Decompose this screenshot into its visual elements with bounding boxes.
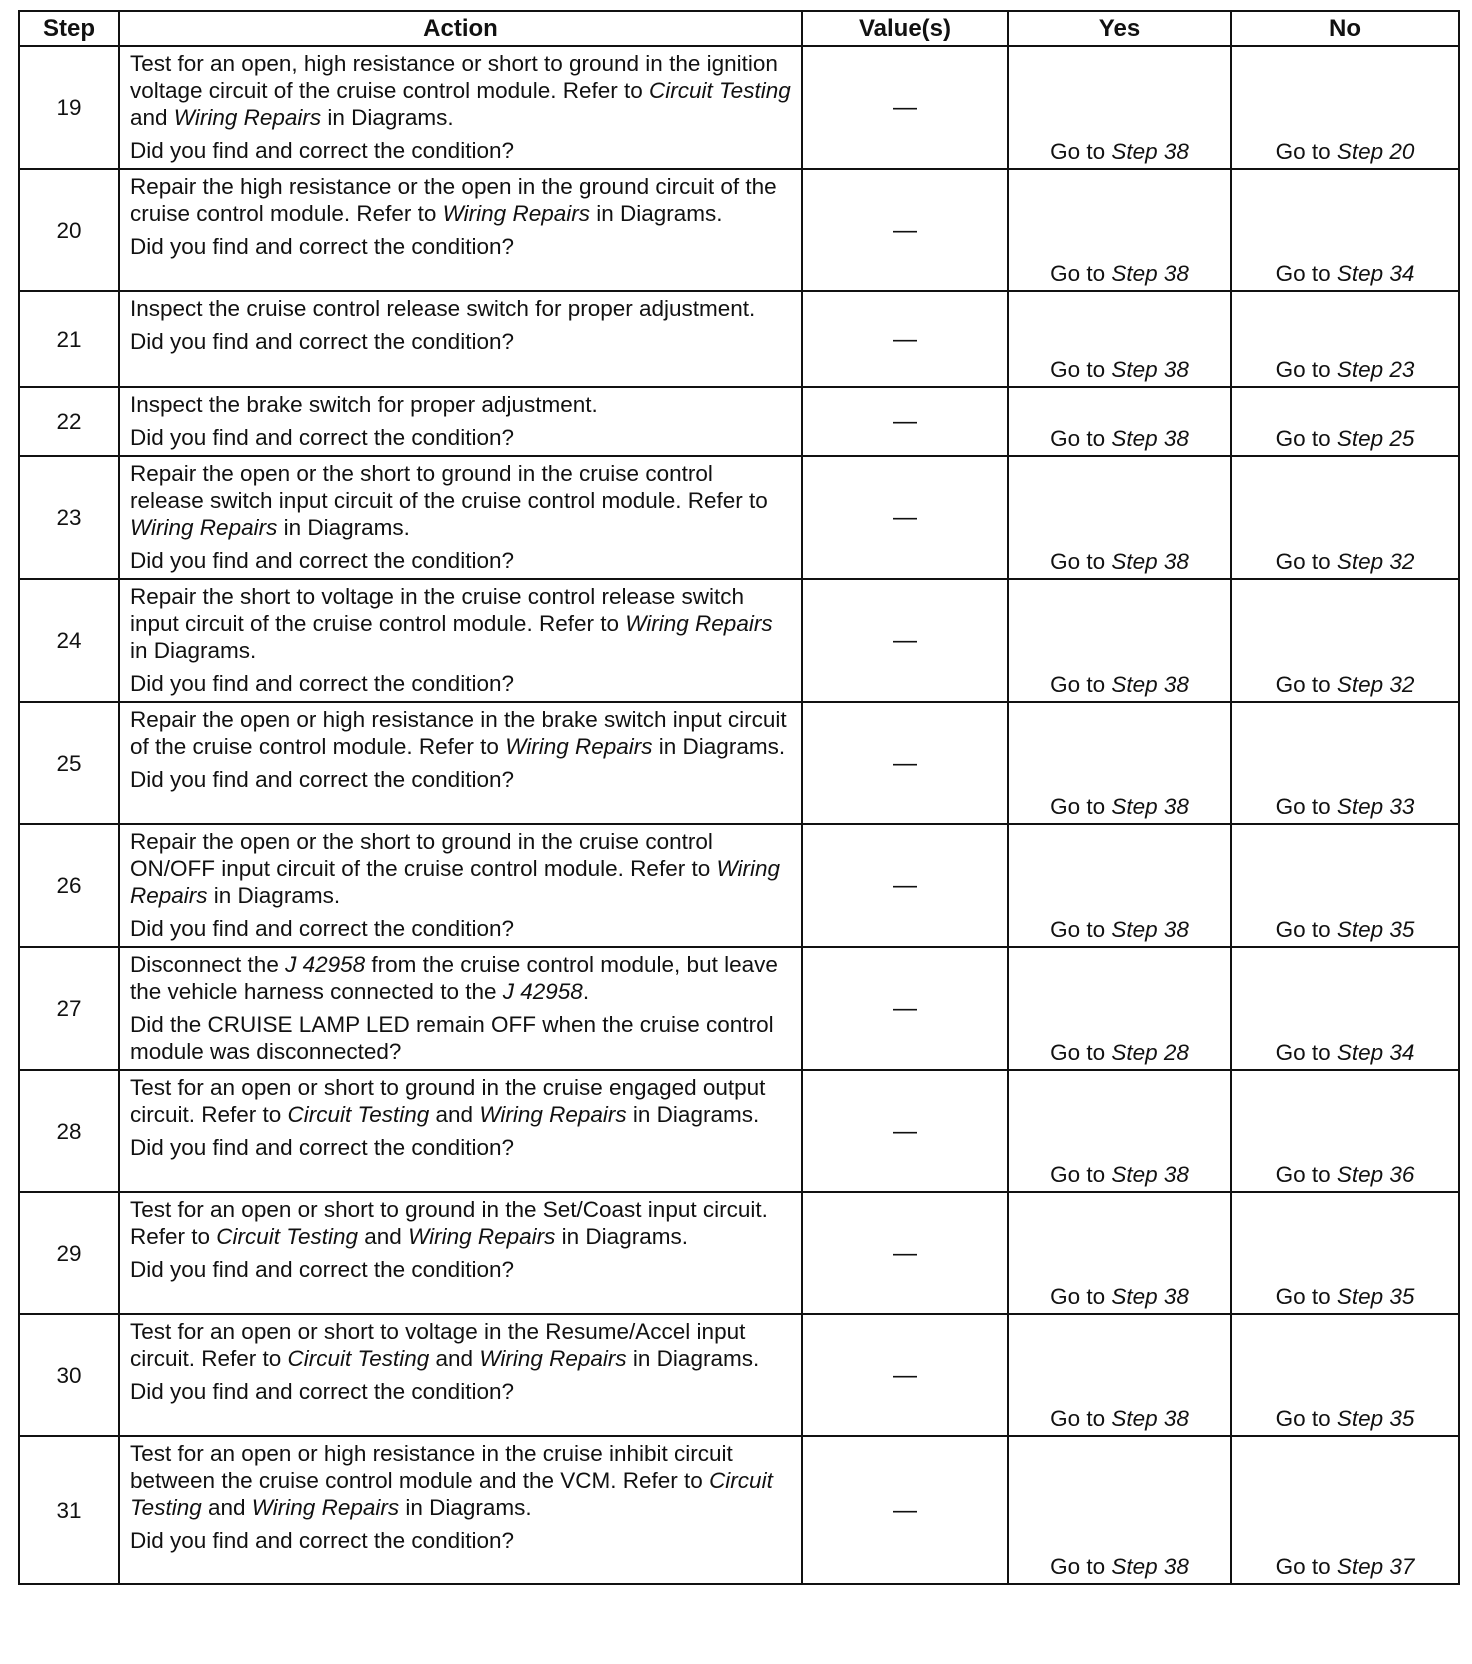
yes-goto-prefix: Go to: [1050, 139, 1112, 164]
action-reference: Circuit Testing: [216, 1224, 359, 1249]
action-reference: Wiring Repairs: [130, 856, 781, 908]
action-question: Did you find and correct the condition?: [130, 916, 514, 941]
yes-goto-step: Step 38: [1111, 1284, 1189, 1309]
action-cell: [119, 1192, 802, 1314]
yes-goto-step: Step 38: [1111, 672, 1189, 697]
table-row: [19, 702, 1459, 824]
step-number: 23: [19, 456, 119, 579]
action-reference: Wiring Repairs: [442, 201, 590, 226]
no-goto-step: Step 36: [1336, 1162, 1415, 1187]
table-row: [19, 579, 1459, 702]
yes-cell: [1008, 579, 1231, 702]
yes-cell: [1008, 1436, 1231, 1584]
no-goto-prefix: Go to: [1275, 549, 1337, 574]
no-goto-step: Step 23: [1336, 357, 1415, 382]
no-cell: [1231, 1314, 1459, 1436]
yes-goto-prefix: Go to: [1050, 672, 1112, 697]
step-number: 25: [19, 702, 119, 824]
no-goto-step: Step 35: [1336, 917, 1415, 942]
action-cell: [119, 1070, 802, 1192]
yes-goto-step: Step 38: [1111, 1406, 1189, 1431]
action-question: Did you find and correct the condition?: [130, 767, 514, 792]
action-cell: [119, 702, 802, 824]
yes-goto-step: Step 38: [1111, 549, 1189, 574]
no-goto-prefix: Go to: [1275, 917, 1337, 942]
yes-goto-prefix: Go to: [1050, 1554, 1112, 1579]
action-instruction: [130, 1074, 791, 1128]
yes-cell: [1008, 947, 1231, 1070]
action-text: Inspect the brake switch for proper adjustment.: [130, 392, 598, 417]
no-goto-prefix: Go to: [1275, 1406, 1337, 1431]
yes-goto-prefix: Go to: [1050, 549, 1112, 574]
table-row: [19, 1314, 1459, 1436]
yes-goto-prefix: Go to: [1050, 1406, 1112, 1431]
table-row: [19, 291, 1459, 387]
no-goto-prefix: Go to: [1275, 261, 1337, 286]
action-text: in Diagrams.: [626, 1346, 760, 1371]
header-row: [19, 11, 1459, 46]
action-question: Did the CRUISE LAMP LED remain OFF when the cruise control module was disconnected?: [130, 1012, 774, 1064]
value-cell: —: [802, 46, 1008, 169]
action-reference: Circuit Testing: [130, 1468, 773, 1520]
no-goto-step: Step 35: [1336, 1284, 1415, 1309]
action-question: Did you find and correct the condition?: [130, 671, 514, 696]
table-row: [19, 1192, 1459, 1314]
action-text: in Diagrams.: [321, 105, 454, 130]
action-reference: Wiring Repairs: [130, 515, 278, 540]
no-goto-step: Step 35: [1336, 1406, 1415, 1431]
table-row: [19, 46, 1459, 169]
action-text: Repair the open or high resistance in the brake switch input circuit of the cruise control module. Refer to: [130, 707, 787, 759]
no-cell: [1231, 169, 1459, 291]
yes-cell: [1008, 291, 1231, 387]
action-reference: Circuit Testing: [287, 1346, 430, 1371]
step-number: 28: [19, 1070, 119, 1192]
table-row: [19, 169, 1459, 291]
step-number: 26: [19, 824, 119, 947]
action-question: Did you find and correct the condition?: [130, 234, 514, 259]
yes-goto-prefix: Go to: [1050, 917, 1112, 942]
table-row: [19, 1070, 1459, 1192]
action-text: in Diagrams.: [555, 1224, 688, 1249]
action-reference: Wiring Repairs: [479, 1346, 627, 1371]
action-text: in Diagrams.: [626, 1102, 760, 1127]
action-question: Did you find and correct the condition?: [130, 1528, 514, 1553]
value-cell: —: [802, 1192, 1008, 1314]
value-cell: —: [802, 702, 1008, 824]
yes-cell: [1008, 1070, 1231, 1192]
yes-goto-step: Step 38: [1111, 1162, 1189, 1187]
action-text: Repair the high resistance or the open in the ground circuit of the cruise control module. Refer to: [130, 174, 777, 226]
action-text: and: [130, 105, 174, 130]
header-yes: Yes: [1008, 11, 1231, 46]
no-goto-step: Step 33: [1336, 794, 1415, 819]
yes-goto-step: Step 38: [1111, 1554, 1189, 1579]
header-no: No: [1231, 11, 1459, 46]
step-number: 21: [19, 291, 119, 387]
yes-goto-prefix: Go to: [1050, 794, 1112, 819]
action-text: Inspect the cruise control release switch for proper adjustment.: [130, 296, 756, 321]
step-number: 22: [19, 387, 119, 456]
yes-cell: [1008, 1192, 1231, 1314]
table-row: [19, 947, 1459, 1070]
no-goto-step: Step 32: [1336, 672, 1415, 697]
action-instruction: [130, 391, 791, 418]
table-row: [19, 456, 1459, 579]
action-question: Did you find and correct the condition?: [130, 329, 514, 354]
action-cell: [119, 1314, 802, 1436]
action-text: and: [201, 1495, 252, 1520]
value-cell: —: [802, 579, 1008, 702]
yes-goto-step: Step 28: [1111, 1040, 1189, 1065]
table-header: [19, 11, 1459, 46]
value-cell: —: [802, 824, 1008, 947]
action-cell: [119, 46, 802, 169]
action-cell: [119, 456, 802, 579]
yes-cell: [1008, 456, 1231, 579]
action-text: Test for an open or short to ground in the cruise engaged output circuit. Refer to: [130, 1075, 766, 1127]
no-cell: [1231, 947, 1459, 1070]
no-cell: [1231, 456, 1459, 579]
yes-cell: [1008, 1314, 1231, 1436]
action-text: in Diagrams.: [130, 638, 257, 663]
action-text: in Diagrams.: [652, 734, 786, 759]
action-instruction: [130, 706, 791, 760]
header-action: Action: [119, 11, 802, 46]
action-cell: [119, 387, 802, 456]
action-cell: [119, 947, 802, 1070]
action-text: Test for an open or high resistance in the cruise inhibit circuit between the cruise control module and the VCM. Refer to: [130, 1441, 733, 1493]
diagnostic-table-page: [18, 10, 1458, 1585]
action-text: Test for an open or short to ground in the Set/Coast input circuit. Refer to: [130, 1197, 768, 1249]
action-reference: Wiring Repairs: [505, 734, 653, 759]
yes-goto-prefix: Go to: [1050, 426, 1112, 451]
action-text: Repair the open or the short to ground in the cruise control release switch input circuit of the cruise control module. Refer to: [130, 461, 768, 513]
action-question: Did you find and correct the condition?: [130, 1257, 514, 1282]
value-cell: —: [802, 1436, 1008, 1584]
step-number: 27: [19, 947, 119, 1070]
action-reference: Wiring Repairs: [251, 1495, 400, 1520]
yes-goto-step: Step 38: [1111, 917, 1189, 942]
action-instruction: [130, 951, 791, 1005]
no-goto-prefix: Go to: [1275, 672, 1337, 697]
action-reference: Wiring Repairs: [408, 1224, 556, 1249]
table-row: [19, 1436, 1459, 1584]
action-question: Did you find and correct the condition?: [130, 1135, 514, 1160]
no-goto-prefix: Go to: [1275, 357, 1337, 382]
action-text: and: [358, 1224, 409, 1249]
value-cell: —: [802, 291, 1008, 387]
value-cell: —: [802, 1314, 1008, 1436]
step-number: 31: [19, 1436, 119, 1584]
table-body: [19, 46, 1459, 1584]
value-cell: —: [802, 169, 1008, 291]
action-question: Did you find and correct the condition?: [130, 138, 514, 163]
yes-cell: [1008, 387, 1231, 456]
yes-goto-step: Step 38: [1111, 357, 1189, 382]
action-text: and: [429, 1346, 480, 1371]
value-cell: —: [802, 456, 1008, 579]
no-goto-prefix: Go to: [1275, 1162, 1337, 1187]
header-step: Step: [19, 11, 119, 46]
step-number: 30: [19, 1314, 119, 1436]
no-cell: [1231, 387, 1459, 456]
step-number: 19: [19, 46, 119, 169]
header-values: Value(s): [802, 11, 1008, 46]
step-number: 20: [19, 169, 119, 291]
yes-cell: [1008, 702, 1231, 824]
action-cell: [119, 824, 802, 947]
no-goto-prefix: Go to: [1275, 1284, 1337, 1309]
action-reference: Wiring Repairs: [479, 1102, 627, 1127]
no-goto-step: Step 34: [1336, 261, 1415, 286]
yes-goto-step: Step 38: [1111, 794, 1189, 819]
no-goto-prefix: Go to: [1275, 1554, 1337, 1579]
action-question: Did you find and correct the condition?: [130, 1379, 514, 1404]
yes-goto-step: Step 38: [1111, 139, 1189, 164]
yes-goto-prefix: Go to: [1050, 1284, 1112, 1309]
action-instruction: [130, 1440, 791, 1521]
yes-goto-prefix: Go to: [1050, 1040, 1112, 1065]
action-reference: Circuit Testing: [649, 78, 791, 103]
action-reference: Circuit Testing: [287, 1102, 430, 1127]
action-text: Disconnect the: [130, 952, 286, 977]
action-reference: J 42958: [502, 979, 583, 1004]
action-text: in Diagrams.: [399, 1495, 532, 1520]
action-text: and: [429, 1102, 480, 1127]
action-reference: Wiring Repairs: [625, 611, 773, 636]
no-goto-prefix: Go to: [1275, 426, 1337, 451]
table-row: [19, 824, 1459, 947]
action-instruction: [130, 460, 791, 541]
yes-goto-prefix: Go to: [1050, 261, 1112, 286]
value-cell: —: [802, 387, 1008, 456]
table-row: [19, 387, 1459, 456]
action-instruction: [130, 1196, 791, 1250]
no-goto-step: Step 37: [1336, 1554, 1415, 1579]
no-goto-step: Step 34: [1336, 1040, 1415, 1065]
action-text: Test for an open, high resistance or short to ground in the ignition voltage circuit of the cruise control module. Refer to: [130, 51, 778, 103]
no-goto-prefix: Go to: [1275, 794, 1337, 819]
action-reference: Wiring Repairs: [173, 105, 322, 130]
action-text: Repair the short to voltage in the cruise control release switch input circuit of the cruise control module. Refer to: [130, 584, 745, 636]
no-cell: [1231, 1070, 1459, 1192]
no-cell: [1231, 1192, 1459, 1314]
action-instruction: [130, 828, 791, 909]
no-goto-step: Step 20: [1336, 139, 1415, 164]
action-text: .: [582, 979, 590, 1004]
action-question: Did you find and correct the condition?: [130, 425, 514, 450]
value-cell: —: [802, 947, 1008, 1070]
step-number: 29: [19, 1192, 119, 1314]
no-cell: [1231, 702, 1459, 824]
action-text: from the cruise control module, but leave the vehicle harness connected to the: [130, 952, 778, 1004]
action-question: Did you find and correct the condition?: [130, 548, 514, 573]
action-instruction: [130, 1318, 791, 1372]
no-goto-prefix: Go to: [1275, 1040, 1337, 1065]
diagnostic-table: [18, 10, 1460, 1585]
action-cell: [119, 579, 802, 702]
action-cell: [119, 169, 802, 291]
yes-cell: [1008, 169, 1231, 291]
action-text: Test for an open or short to voltage in the Resume/Accel input circuit. Refer to: [130, 1319, 746, 1371]
yes-goto-step: Step 38: [1111, 426, 1189, 451]
no-cell: [1231, 46, 1459, 169]
action-text: Repair the open or the short to ground in the cruise control ON/OFF input circuit of the cruise control module. Refer to: [130, 829, 717, 881]
action-cell: [119, 291, 802, 387]
no-goto-step: Step 32: [1336, 549, 1415, 574]
no-cell: [1231, 579, 1459, 702]
yes-goto-prefix: Go to: [1050, 357, 1112, 382]
value-cell: —: [802, 1070, 1008, 1192]
no-cell: [1231, 1436, 1459, 1584]
yes-cell: [1008, 824, 1231, 947]
no-cell: [1231, 824, 1459, 947]
yes-goto-prefix: Go to: [1050, 1162, 1112, 1187]
action-text: in Diagrams.: [207, 883, 341, 908]
action-instruction: [130, 50, 791, 131]
action-reference: J 42958: [285, 952, 366, 977]
yes-goto-step: Step 38: [1111, 261, 1189, 286]
action-instruction: [130, 173, 791, 227]
no-goto-step: Step 25: [1336, 426, 1415, 451]
action-instruction: [130, 583, 791, 664]
step-number: 24: [19, 579, 119, 702]
action-text: in Diagrams.: [277, 515, 410, 540]
no-goto-prefix: Go to: [1275, 139, 1337, 164]
action-instruction: [130, 295, 791, 322]
yes-cell: [1008, 46, 1231, 169]
action-text: in Diagrams.: [589, 201, 723, 226]
no-cell: [1231, 291, 1459, 387]
action-cell: [119, 1436, 802, 1584]
